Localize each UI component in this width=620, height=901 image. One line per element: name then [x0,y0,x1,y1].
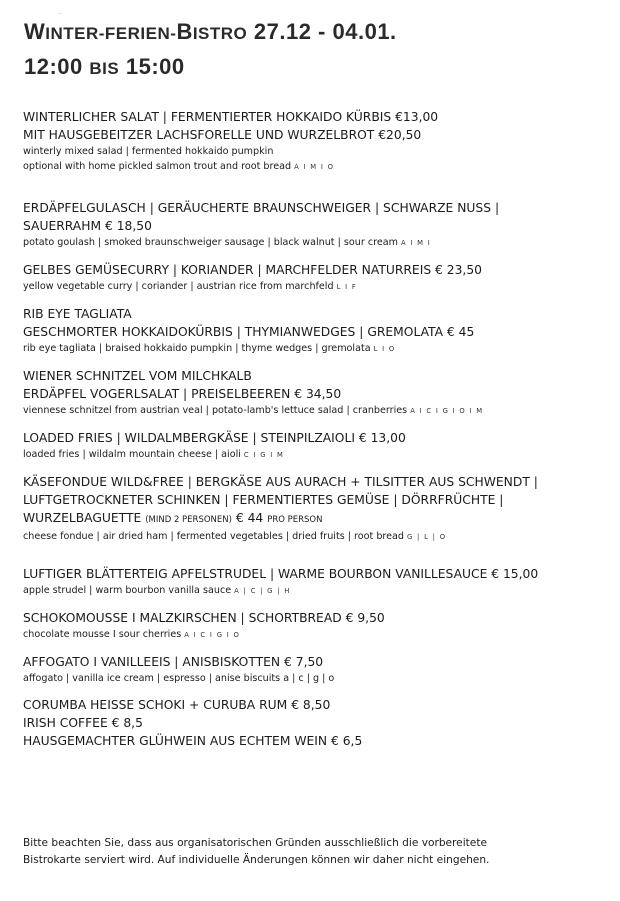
item-title: KÄSEFONDUE WILD&FREE | BERGKÄSE AUS AURACH + TILSITTER AUS SCHWENDT | [23,475,538,489]
menu-item-schnitzel [23,367,603,419]
menu-item-salad [23,108,603,175]
allergen-codes: A | C | G | H [234,587,291,595]
allergen-codes: A I M I [400,239,432,247]
item-title: LUFTGETROCKNETER SCHINKEN | FERMENTIERTES GEMÜSE | DÖRRFRÜCHTE | [23,493,504,507]
item-description: chocolate mousse I sour cherries A I C I G I O [23,629,241,640]
item-description: rib eye tagliata | braised hokkaido pumpkin | thyme wedges | gremolata L I O [23,343,396,354]
item-title: SCHOKOMOUSSE I MALZKIRSCHEN | SCHORTBREAD € 9,50 [23,611,385,625]
item-title: RIB EYE TAGLIATA [23,307,132,321]
allergen-codes: C I G I M [243,451,285,459]
menu-item-fries [23,429,603,463]
item-description: affogato | vanilla ice cream | espresso | anise biscuits a | c | g | o [23,673,335,684]
item-description: cheese fondue | air dried ham | fermented vegetables | dried fruits | root bread G | L | O [23,531,447,542]
menu-header [24,16,397,86]
item-description: viennese schnitzel from austrian veal | potato-lamb's lettuce salad | cranberries A I C I G I O I M [23,405,484,416]
item-description: loaded fries | wildalm mountain cheese | aioli C I G I M [23,449,285,460]
menu-title: WINTER-FERIEN-BISTRO 27.12 - 04.01. [24,19,397,44]
item-title: SAUERRAHM € 18,50 [23,219,152,233]
menu-item-curry [23,261,603,295]
allergen-codes: A I C I G I O [184,631,241,639]
footer-line: Bistrokarte serviert wird. Auf individuelle Änderungen können wir daher nicht eingehen. [23,854,490,866]
footer-line: Bitte beachten Sie, dass aus organisatorischen Gründen ausschließlich die vorbereitete [23,837,487,849]
allergen-codes: L I F [336,283,358,291]
item-title: MIT HAUSGEBEITZER LACHSFORELLE UND WURZELBROT €20,50 [23,128,422,142]
allergen-codes: A I C I G I O I M [410,407,484,415]
menu-hours: 12:00 BIS 15:00 [24,54,185,79]
item-title: CORUMBA HEISSE SCHOKI + CURUBA RUM € 8,50 [23,698,331,712]
item-title: ERDÄPFELGULASCH | GERÄUCHERTE BRAUNSCHWEIGER | SCHWARZE NUSS | [23,201,500,215]
item-description: optional with home pickled salmon trout and root bread A I M I O [23,161,335,172]
menu-item-goulash [23,199,603,251]
item-description: yellow vegetable curry | coriander | austrian rice from marchfeld L I F [23,281,358,292]
item-title: IRISH COFFEE € 8,5 [23,716,143,730]
item-description: apple strudel | warm bourbon vanilla sauce A | C | G | H [23,585,291,596]
item-title: GESCHMORTER HOKKAIDOKÜRBIS | THYMIANWEDGES | GREMOLATA € 45 [23,325,475,339]
item-description: potato goulash | smoked braunschweiger sausage | black walnut | sour cream A I M I [23,237,432,248]
allergen-codes: L I O [373,345,396,353]
footer-note [23,835,583,869]
item-title: HAUSGEMACHTER GLÜHWEIN AUS ECHTEM WEIN € 6,5 [23,734,363,748]
item-title: WINTERLICHER SALAT | FERMENTIERTER HOKKAIDO KÜRBIS €13,00 [23,110,439,124]
menu-item-strudel [23,565,603,599]
item-title: GELBES GEMÜSECURRY | KORIANDER | MARCHFELDER NATURREIS € 23,50 [23,263,482,277]
menu-item-rib-eye [23,305,603,357]
menu-item-fondue [23,473,603,545]
item-title: ERDÄPFEL VOGERLSALAT | PREISELBEEREN € 34,50 [23,387,342,401]
item-title: AFFOGATO I VANILLEEIS | ANISBISKOTTEN € 7,50 [23,655,324,669]
allergen-codes: A I M I O [294,163,335,171]
item-title: LUFTIGER BLÄTTERTEIG APFELSTRUDEL | WARME BOURBON VANILLESAUCE € 15,00 [23,567,539,581]
menu-item-affogato [23,653,603,686]
corner-mark: ... [58,10,63,16]
item-title: LOADED FRIES | WILDALMBERGKÄSE | STEINPILZAIOLI € 13,00 [23,431,406,445]
allergen-codes: G | L | O [407,533,447,541]
menu-item-drinks [23,696,603,750]
menu-list [23,108,603,750]
menu-item-mousse [23,609,603,643]
item-title: WIENER SCHNITZEL VOM MILCHKALB [23,369,252,383]
item-title: WURZELBAGUETTE (MIND 2 PERSONEN) € 44 PRO PERSON [23,511,323,525]
item-description: winterly mixed salad | fermented hokkaido pumpkin [23,146,274,157]
